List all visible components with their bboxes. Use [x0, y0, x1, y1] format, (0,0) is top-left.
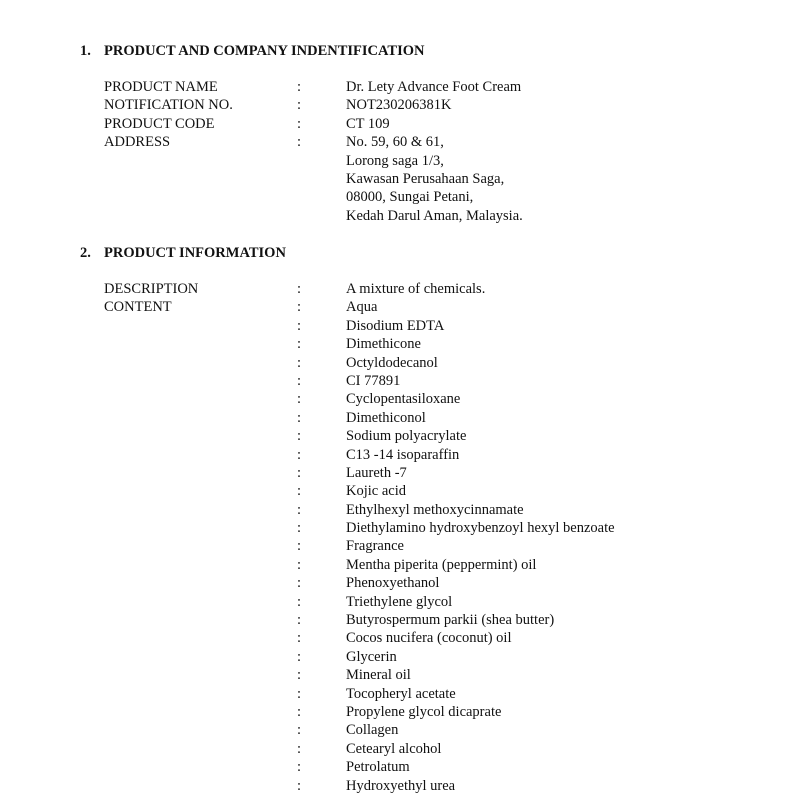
field-separator: : — [297, 336, 302, 353]
field-separator: : — [297, 740, 302, 757]
field-separator: : — [297, 648, 302, 665]
field-value: Diethylamino hydroxybenzoyl hexyl benzoate — [346, 520, 615, 537]
field-row — [0, 152, 800, 170]
field-row — [0, 611, 800, 629]
field-row — [0, 758, 800, 776]
field-separator: : — [297, 722, 302, 739]
field-label: DESCRIPTION — [104, 281, 199, 297]
field-separator: : — [297, 667, 302, 684]
field-row — [0, 78, 800, 96]
field-value: Cetearyl alcohol — [346, 740, 442, 757]
field-value: Aqua — [346, 299, 378, 316]
field-separator: : — [297, 575, 302, 592]
field-row — [0, 629, 800, 647]
field-label: NOTIFICATION NO. — [104, 97, 233, 114]
field-value: Phenoxyethanol — [346, 575, 440, 592]
field-row — [0, 317, 800, 335]
field-value: Dimethiconol — [346, 409, 426, 426]
field-row — [0, 593, 800, 611]
field-value: No. 59, 60 & 61, — [346, 134, 444, 151]
field-value: Hydroxyethyl urea — [346, 777, 456, 794]
field-row — [0, 96, 800, 114]
field-value: Glycerin — [346, 648, 397, 665]
field-row — [0, 666, 800, 684]
field-separator: : — [297, 759, 302, 776]
field-row — [0, 372, 800, 390]
section-2-heading — [80, 244, 286, 262]
field-label: PRODUCT NAME — [104, 79, 218, 95]
field-separator: : — [297, 593, 302, 610]
field-separator: : — [297, 501, 302, 518]
field-separator: : — [297, 79, 302, 95]
field-value: Dimethicone — [346, 336, 421, 353]
field-value: Fragrance — [346, 538, 404, 555]
field-value: Kojic acid — [346, 483, 406, 500]
field-value: Disodium EDTA — [346, 317, 445, 334]
field-separator: : — [297, 556, 302, 573]
field-value: A mixture of chemicals. — [346, 281, 486, 297]
field-value: Triethylene glycol — [346, 593, 453, 610]
field-value: Butyrospermum parkii (shea butter) — [346, 612, 555, 629]
field-separator: : — [297, 409, 302, 426]
field-row — [0, 537, 800, 555]
field-value: Dr. Lety Advance Foot Cream — [346, 79, 522, 95]
field-row — [0, 482, 800, 500]
field-row — [0, 574, 800, 592]
field-separator: : — [297, 777, 302, 794]
field-label: CONTENT — [104, 299, 172, 316]
field-separator: : — [297, 612, 302, 629]
field-row — [0, 556, 800, 574]
field-row — [0, 280, 800, 298]
field-row — [0, 685, 800, 703]
field-value: Cocos nucifera (coconut) oil — [346, 630, 512, 647]
field-separator: : — [297, 354, 302, 371]
field-separator: : — [297, 317, 302, 334]
field-row — [0, 390, 800, 408]
field-row — [0, 354, 800, 372]
field-value: CT 109 — [346, 115, 390, 132]
field-row — [0, 409, 800, 427]
field-row — [0, 740, 800, 758]
field-separator: : — [297, 464, 302, 481]
field-row — [0, 427, 800, 445]
field-value: Petrolatum — [346, 759, 410, 776]
field-row — [0, 777, 800, 795]
section-2-number: 2. — [80, 245, 91, 261]
field-row — [0, 501, 800, 519]
field-row — [0, 188, 800, 206]
field-value: CI 77891 — [346, 372, 401, 389]
field-row — [0, 133, 800, 151]
section-1-number: 1. — [80, 43, 91, 59]
field-separator: : — [297, 483, 302, 500]
field-value: Cyclopentasiloxane — [346, 391, 461, 408]
field-row — [0, 703, 800, 721]
field-separator: : — [297, 685, 302, 702]
field-row — [0, 170, 800, 188]
field-value: Tocopheryl acetate — [346, 685, 456, 702]
field-separator: : — [297, 391, 302, 408]
field-row — [0, 464, 800, 482]
section-1-heading — [80, 42, 425, 60]
field-value: Propylene glycol dicaprate — [346, 703, 502, 720]
field-value: Sodium polyacrylate — [346, 428, 467, 445]
field-separator: : — [297, 428, 302, 445]
field-separator: : — [297, 630, 302, 647]
field-value: Octyldodecanol — [346, 354, 438, 371]
field-value: Laureth -7 — [346, 464, 407, 481]
field-separator: : — [297, 446, 302, 463]
field-value: NOT230206381K — [346, 97, 452, 114]
field-separator: : — [297, 115, 302, 132]
field-value: Kedah Darul Aman, Malaysia. — [346, 207, 523, 224]
field-row — [0, 721, 800, 739]
field-separator: : — [297, 703, 302, 720]
field-separator: : — [297, 538, 302, 555]
field-separator: : — [297, 299, 302, 316]
field-label: PRODUCT CODE — [104, 115, 215, 132]
field-separator: : — [297, 97, 302, 114]
section-1-title: PRODUCT AND COMPANY INDENTIFICATION — [104, 43, 425, 59]
field-row — [0, 115, 800, 133]
field-value: C13 -14 isoparaffin — [346, 446, 460, 463]
field-row — [0, 335, 800, 353]
field-label: ADDRESS — [104, 134, 171, 151]
field-row — [0, 298, 800, 316]
field-value: Ethylhexyl methoxycinnamate — [346, 501, 524, 518]
field-value: Lorong saga 1/3, — [346, 152, 444, 169]
field-value: 08000, Sungai Petani, — [346, 189, 474, 206]
section-2-fields — [0, 280, 800, 795]
field-value: Mentha piperita (peppermint) oil — [346, 556, 537, 573]
field-separator: : — [297, 281, 302, 297]
field-row — [0, 648, 800, 666]
field-row — [0, 519, 800, 537]
field-separator: : — [297, 134, 302, 151]
field-row — [0, 446, 800, 464]
field-separator: : — [297, 520, 302, 537]
field-value: Collagen — [346, 722, 399, 739]
field-value: Kawasan Perusahaan Saga, — [346, 170, 505, 187]
field-separator: : — [297, 372, 302, 389]
field-row — [0, 207, 800, 225]
section-2-title: PRODUCT INFORMATION — [104, 245, 286, 261]
section-1-fields — [0, 78, 800, 225]
field-value: Mineral oil — [346, 667, 411, 684]
